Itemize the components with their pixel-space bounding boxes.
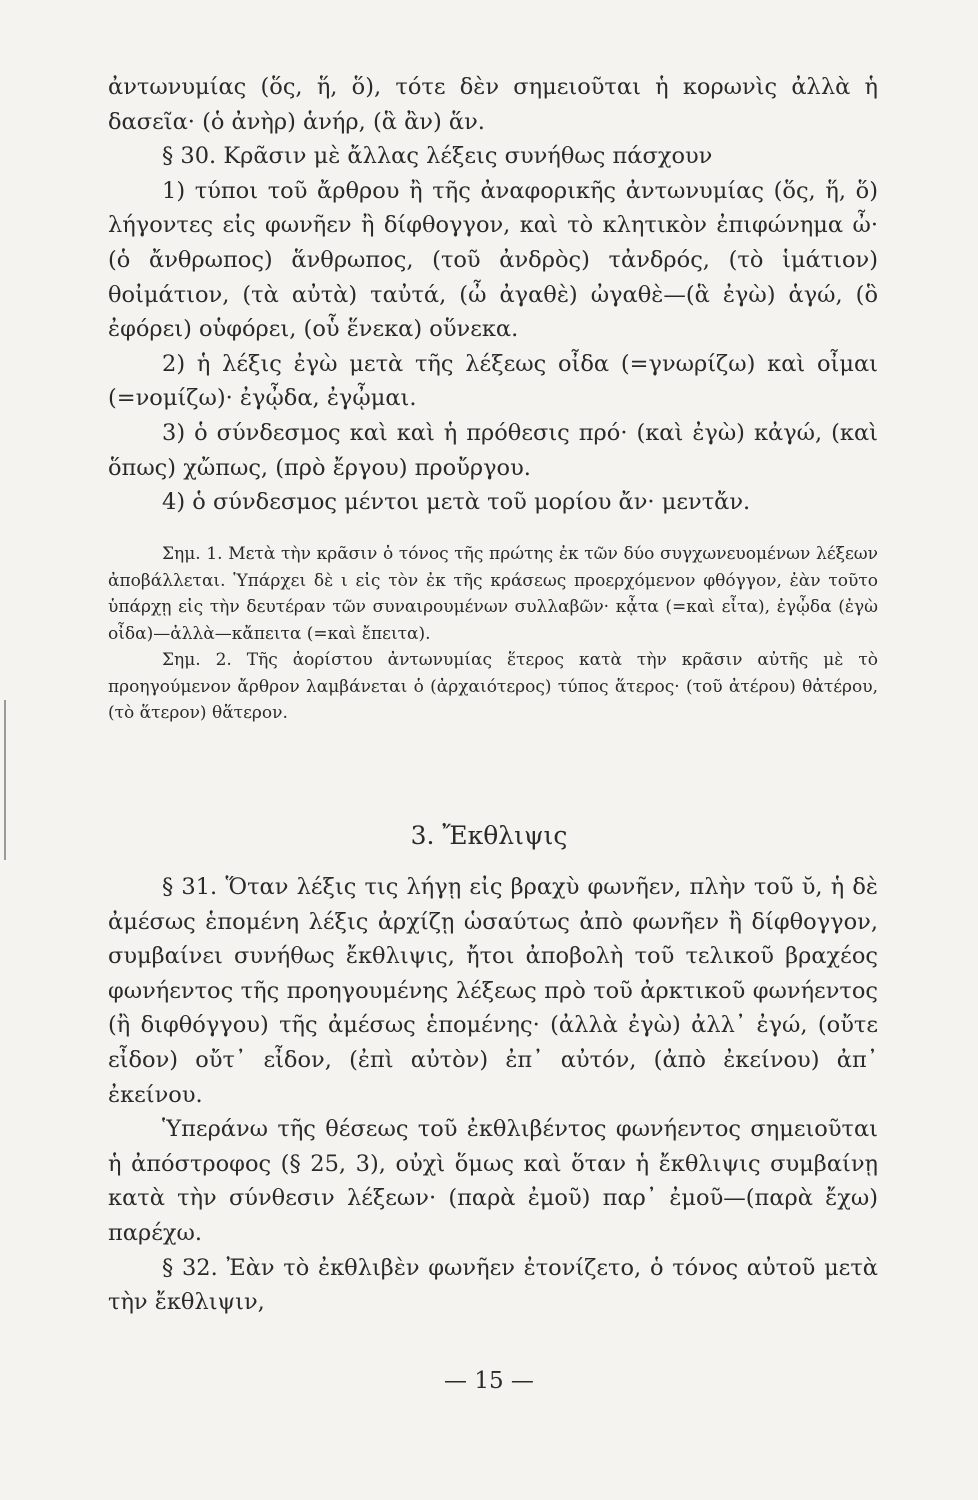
- paragraph-section-30: § 30. Κρᾶσιν μὲ ἄλλας λέξεις συνήθως πάσχουν: [162, 143, 713, 170]
- paragraph-item-3: 3) ὁ σύνδεσμος καὶ καὶ ἡ πρόθεσις πρό· (καὶ ἐγὼ) κἀγώ, (καὶ ὅπως) χὤπως, (πρὸ ἔργου) προὔργου.: [108, 419, 878, 481]
- paragraph-apostrophe: Ὑπεράνω τῆς θέσεως τοῦ ἐκθλιβέντος φωνήεντος σημειοῦται ἡ ἀπόστροφος (§ 25, 3), οὐχὶ ὅμως καὶ ὅταν ἡ ἔκθλιψις συμβαίνῃ κατὰ τὴν σύνθεσιν λέξεων· (παρὰ ἐμοῦ) παρ᾽ ἐμοῦ—(παρὰ ἔχω) παρέχω.: [108, 1116, 878, 1246]
- paragraph-item-2: 2) ἡ λέξις ἐγὼ μετὰ τῆς λέξεως οἶδα (=γνωρίζω) καὶ οἶμαι (=νομίζω)· ἐγᾦδα, ἐγᾦμαι.: [108, 350, 878, 412]
- notes-block: [108, 541, 878, 727]
- section-heading: 3. Ἔκθλιψις: [410, 821, 568, 850]
- note-1: Σημ. 1. Μετὰ τὴν κρᾶσιν ὁ τόνος τῆς πρώτης ἐκ τῶν δύο συγχωνευομένων λέξεων ἀποβάλλεται. Ὑπάρχει δὲ ι εἰς τὸν ἐκ τῆς κράσεως προερχόμενον φθόγγον, ἐὰν τοῦτο ὑπάρχῃ εἰς τὴν δευτέραν τῶν συναιρουμένων συλλαβῶν· κᾆτα (=καὶ εἶτα), ἐγᾦδα (ἐγὼ οἶδα)—ἀλλὰ—κἄπειτα (=καὶ ἔπειτα).: [108, 544, 878, 644]
- page-number: — 15 —: [444, 1368, 534, 1394]
- paragraph-item-1: 1) τύποι τοῦ ἄρθρου ἢ τῆς ἀναφορικῆς ἀντωνυμίας (ὅς, ἥ, ὅ) λήγοντες εἰς φωνῆεν ἢ δίφθογγον, καὶ τὸ κλητικὸν ἐπιφώνημα ὦ· (ὁ ἄνθρωπος) ἅνθρωπος, (τοῦ ἀνδρὸς) τἀνδρός, (τὸ ἱμάτιον) θοἰμάτιον, (τὰ αὐτὰ) ταὐτά, (ὦ ἀγαθὲ) ὠγαθὲ—(ἃ ἐγὼ) ἁγώ, (ὃ ἐφόρει) οὑφόρει, (οὗ ἕνεκα) οὕνεκα.: [108, 177, 878, 343]
- paragraph-section-31: § 31. Ὅταν λέξις τις λήγῃ εἰς βραχὺ φωνῆεν, πλὴν τοῦ ῠ, ἡ δὲ ἀμέσως ἑπομένη λέξις ἀρχίζῃ ὡσαύτως ἀπὸ φωνῆεν ἢ δίφθογγον, συμβαίνει συνήθως ἔκθλιψις, ἤτοι ἀποβολὴ τοῦ τελικοῦ βραχέος φωνήεντος τῆς προηγουμένης λέξεως πρὸ τοῦ ἀρκτικοῦ φωνήεντος (ἢ διφθόγγου) τῆς ἀμέσως ἑπομένης· (ἀλλὰ ἐγὼ) ἀλλ᾽ ἐγώ, (οὔτε εἶδον) οὔτ᾽ εἶδον, (ἐπὶ αὐτὸν) ἐπ᾽ αὐτόν, (ἀπὸ ἐκείνου) ἀπ᾽ ἐκείνου.: [108, 874, 878, 1108]
- main-text-top: [108, 70, 878, 520]
- paragraph-section-32: § 32. Ἐὰν τὸ ἐκθλιβὲν φωνῆεν ἐτονίζετο, ὁ τόνος αὐτοῦ μετὰ τὴν ἔκθλιψιν,: [108, 1254, 878, 1316]
- paragraph-continuation: ἀντωνυμίας (ὅς, ἥ, ὅ), τότε δὲν σημειοῦται ἡ κορωνὶς ἀλλὰ ἡ δασεῖα· (ὁ ἀνὴρ) ἁνήρ, (ἃ ἂν) ἅν.: [108, 74, 878, 135]
- note-2: Σημ. 2. Τῆς ἀορίστου ἀντωνυμίας ἕτερος κατὰ τὴν κρᾶσιν αὐτῆς μὲ τὸ προηγούμενον ἄρθρον λαμβάνεται ὁ (ἀρχαιότερος) τύπος ἅτερος· (τοῦ ἀτέρου) θἀτέρου, (τὸ ἅτερον) θἅτερον.: [108, 650, 878, 723]
- paragraph-item-4: 4) ὁ σύνδεσμος μέντοι μετὰ τοῦ μορίου ἄν· μεντἄν.: [162, 489, 751, 516]
- main-text-bottom: [108, 870, 878, 1320]
